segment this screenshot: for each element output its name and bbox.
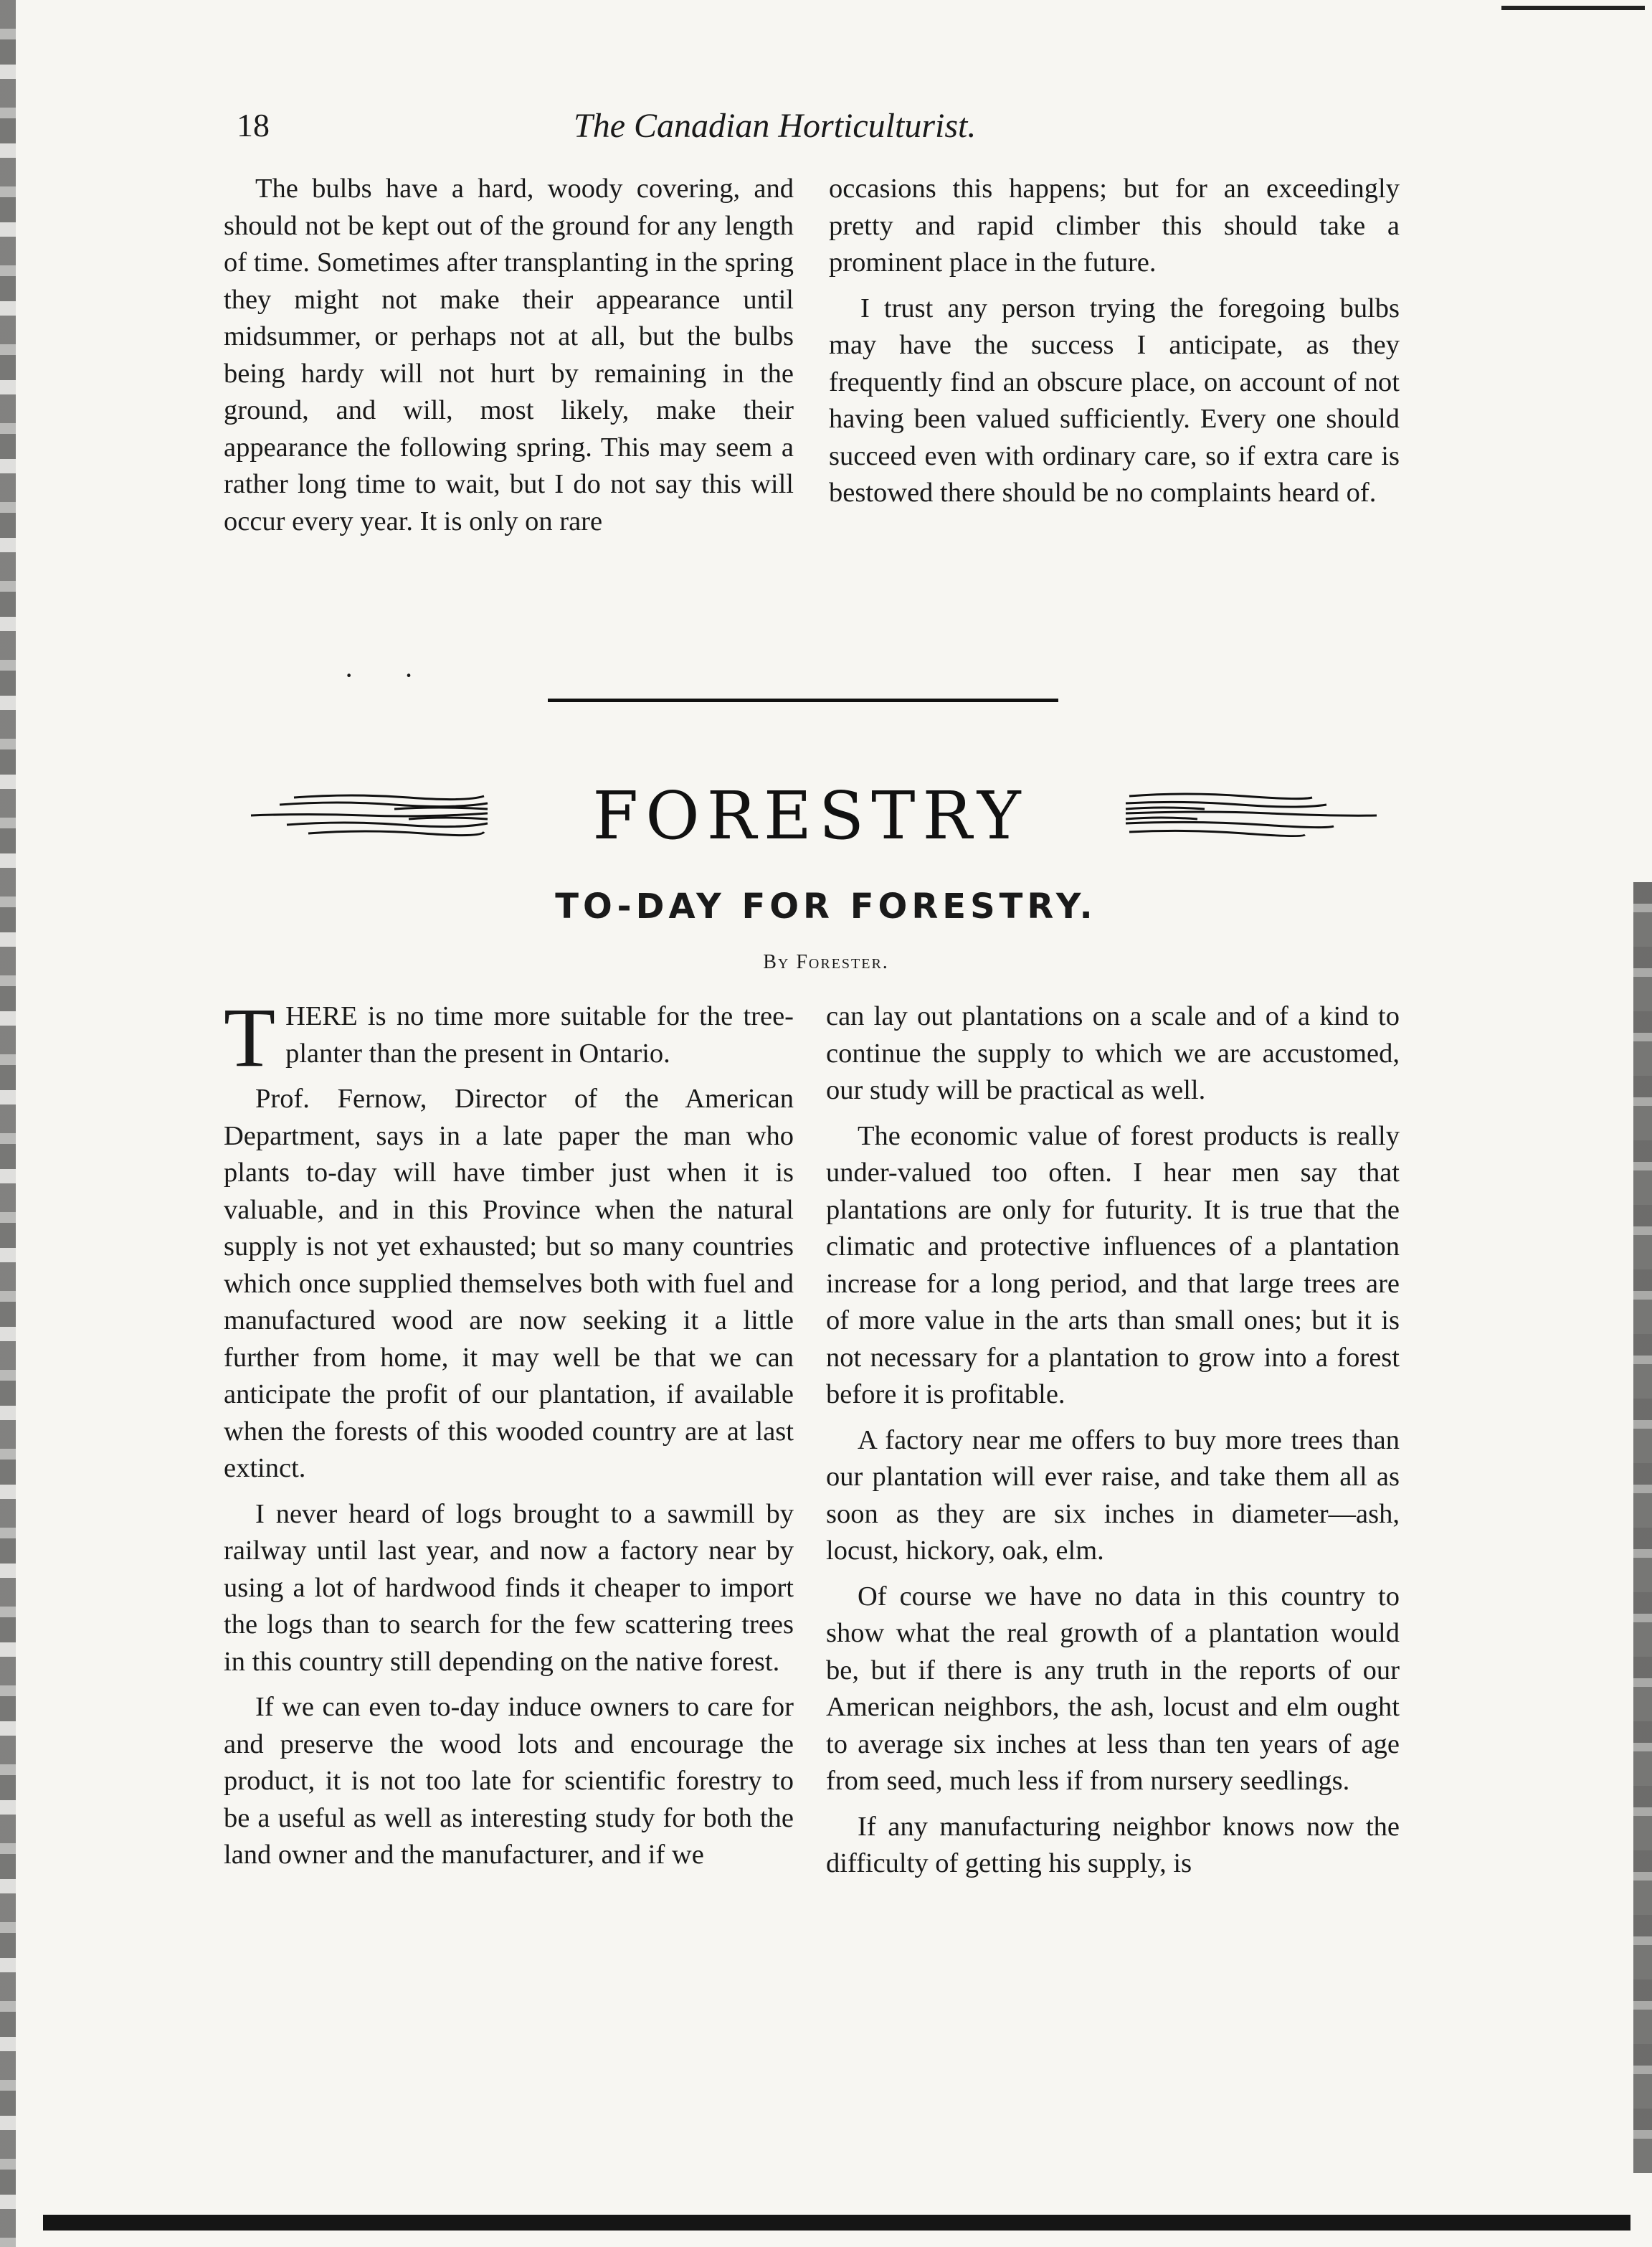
section-title: FORESTRY — [592, 777, 1028, 854]
article-title: TO-DAY FOR FORESTRY. — [555, 886, 1097, 927]
byline: By Forester. — [763, 951, 889, 973]
right-flourish-icon — [1119, 776, 1384, 848]
paragraph: If any manufacturing neighbor knows now the difficulty of getting his supply, is — [826, 1811, 1400, 1878]
paragraph: occasions this happens; but for an exceedingly pretty and rapid climber this should take a prominent place in the future. — [829, 174, 1400, 278]
paragraph — [224, 990, 794, 1084]
paragraph: The bulbs have a hard, woody covering, and should not be kept out of the ground for any length of time. Sometimes after transplanting in the spring they might not make their appearance until midsummer, or perhaps not at all, but the bulbs being hardy will not hurt by remaining in the ground, and will, most likely, make their appearance the following spring. This may seem a rather long time to wait, but I do not say this will occur every year. It is only on rare — [224, 174, 794, 536]
paragraph: I trust any person trying the foregoing bulbs may have the success I anticipate, as they frequently find an obscure place, on account of not having been valued sufficiently. Every one should succeed even with ordinary care, so if extra care is bestowed there should be no complaints heard of. — [829, 293, 1400, 508]
page-number: 18 — [237, 107, 270, 143]
paragraph: The economic value of forest products is really under-valued too often. I hear men say that plantations are only for futurity. It is true that the climatic and protective influences of a plantation increase for a long period, and that large trees are of more value in the arts than small ones; but it is not necessary for a plantation to grow into a forest before it is profitable. — [826, 1120, 1400, 1409]
page-header — [237, 106, 1391, 156]
paragraph: I never heard of logs brought to a sawmill by railway until last year, and now a factory near by using a lot of hardwood finds it cheaper to import the logs than to search for the few scattering trees in this country still depending on the native forest. — [224, 1498, 794, 1677]
paragraph: Prof. Fernow, Director of the American Department, says in a late paper the man who plants to-day will have timber just when it is valuable, and in this Province when the natural supply is not yet exhausted; but so many countries which once supplied themselves both with fuel and manufactured wood are now seeking it a little further from home, it may well be that we can anticipate the profit of our plantation, if available when the forests of this wooded country are at last extinct. — [224, 1084, 794, 1483]
section-divider — [548, 699, 1058, 702]
drop-cap: T — [224, 990, 276, 1084]
scan-edge-top — [1501, 6, 1645, 10]
scan-edge-right — [1633, 882, 1652, 2173]
article-right-column — [826, 998, 1400, 1883]
section-banner — [237, 776, 1384, 855]
stray-marks: · · — [344, 659, 435, 691]
top-right-column — [829, 171, 1400, 512]
running-head: The Canadian Horticulturist. — [574, 107, 977, 145]
article-left-column — [224, 990, 794, 1874]
paragraph: If we can even to-day induce owners to care for and preserve the wood lots and encourage the product, it is not too late for scientific forestry to be a useful as well as interesting study for both the land owner and the manufacturer, and if we — [224, 1692, 794, 1870]
paragraph: A factory near me offers to buy more trees than our plantation will ever raise, and take them all as soon as they are six inches in diameter—ash, locust, hickory, oak, elm. — [826, 1424, 1400, 1566]
paragraph-text: HERE is no time more suitable for the tree-planter than the present in Ontario. — [285, 1001, 794, 1069]
paragraph: Of course we have no data in this country to show what the real growth of a plantation would be, but if there is any truth in the reports of our American neighbors, the ash, locust and elm ought to average six inches at less than ten years of age from seed, much less if from nursery seedlings. — [826, 1581, 1400, 1796]
scan-edge-bottom — [43, 2215, 1630, 2231]
scan-edge-left — [0, 0, 16, 2247]
top-left-column — [224, 171, 794, 540]
paragraph: can lay out plantations on a scale and of a kind to continue the supply to which we are accustomed, our study will be practical as well. — [826, 1001, 1400, 1105]
